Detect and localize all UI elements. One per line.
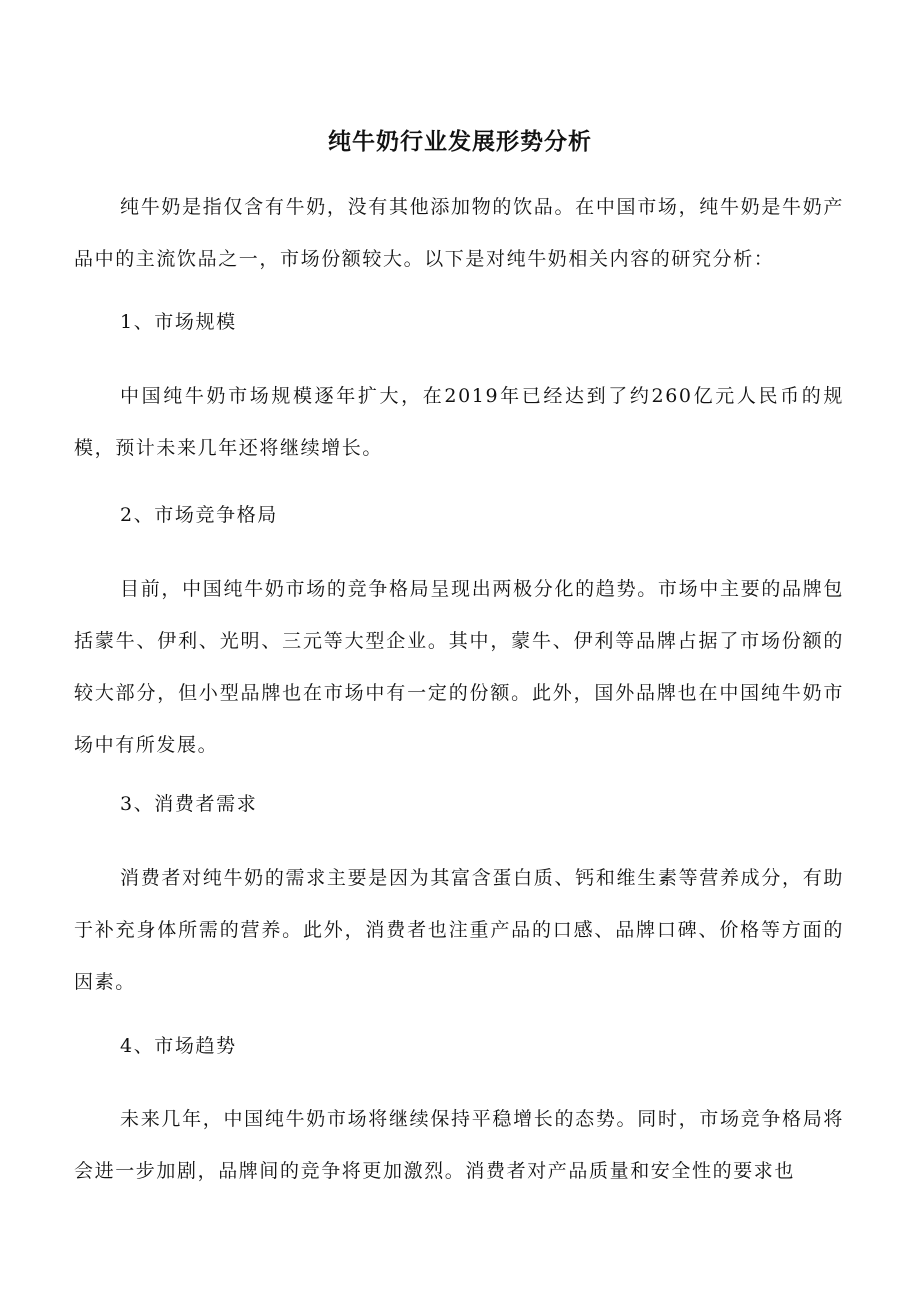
document-title: 纯牛奶行业发展形势分析 — [328, 129, 592, 155]
section-heading-competition: 2、市场竞争格局 — [120, 504, 278, 526]
section-body-competition: 目前，中国纯牛奶市场的竞争格局呈现出两极分化的趋势。市场中主要的品牌包括蒙牛、伊利、光明、三元等大型企业。其中，蒙牛、伊利等品牌占据了市场份额的较大部分，但小型品牌也在市场中有一定的份额。此外，国外品牌也在中国纯牛奶市场中有所发展。 — [74, 578, 844, 756]
intro-paragraph: 纯牛奶是指仅含有牛奶，没有其他添加物的饮品。在中国市场，纯牛奶是牛奶产品中的主流饮品之一，市场份额较大。以下是对纯牛奶相关内容的研究分析： — [74, 196, 844, 270]
section-heading-market-trend: 4、市场趋势 — [120, 1035, 237, 1057]
section-body-market-trend: 未来几年，中国纯牛奶市场将继续保持平稳增长的态势。同时，市场竞争格局将会进一步加剧，品牌间的竞争将更加激烈。消费者对产品质量和安全性的要求也 — [74, 1108, 844, 1182]
section-heading-consumer-demand: 3、消费者需求 — [120, 793, 258, 815]
section-body-market-size: 中国纯牛奶市场规模逐年扩大，在2019年已经达到了约260亿元人民币的规模，预计未来几年还将继续增长。 — [74, 385, 844, 459]
section-body-consumer-demand: 消费者对纯牛奶的需求主要是因为其富含蛋白质、钙和维生素等营养成分，有助于补充身体所需的营养。此外，消费者也注重产品的口感、品牌口碑、价格等方面的因素。 — [74, 867, 844, 993]
section-heading-market-size: 1、市场规模 — [120, 311, 237, 333]
